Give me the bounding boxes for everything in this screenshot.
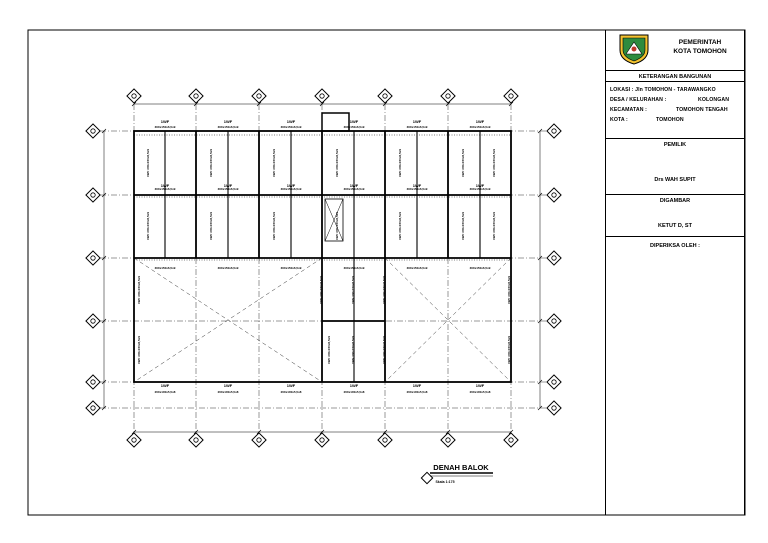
beam-spec-row3: 300x150x6,5x9 (280, 266, 302, 270)
axis-marker-bottom-hub (132, 438, 136, 442)
beam-label-top: 1WF (160, 119, 170, 124)
axis-marker-left-hub (91, 406, 95, 410)
axis-marker-bottom-hub (446, 438, 450, 442)
drawing-scale: Skala 1:175 (435, 480, 455, 484)
beam-label-vertical: 1WF 300x150x6,5x9 (137, 335, 141, 365)
beam-label-vertical: 1WF 300x150x6,5x9 (382, 335, 386, 365)
beam-spec-mid: 300x150x6,5x9 (406, 187, 428, 191)
beam-spec-top: 300x150x6,5x9 (406, 125, 428, 129)
beam-spec-top: 300x150x6,5x9 (154, 125, 176, 129)
drawing-title: DENAH BALOK (433, 463, 489, 472)
axis-marker-right-hub (552, 406, 556, 410)
axis-marker-top-hub (509, 94, 513, 98)
owner-section (606, 138, 744, 194)
beam-label-vertical: 1WF 300x150x6,5x9 (137, 275, 141, 305)
beam-spec-row3: 300x150x6,5x9 (406, 266, 428, 270)
city-emblem-logo (614, 32, 654, 66)
agency-line-2: KOTA TOMOHON (673, 48, 727, 55)
beam-label-top: 1WF (412, 119, 422, 124)
beam-spec-mid: 300x150x6,5x9 (343, 187, 365, 191)
owner-name: Drs WAH SUPIT (654, 177, 696, 183)
beam-spec-mid: 300x150x6,5x9 (469, 187, 491, 191)
beam-label-bottom: 1WF (160, 383, 170, 388)
building-info (606, 82, 744, 138)
beam-spec-top: 300x150x6,5x9 (469, 125, 491, 129)
axis-marker-right-hub (552, 319, 556, 323)
beam-label-bottom: 1WF (475, 383, 485, 388)
agency-line-1: PEMERINTAH (678, 39, 722, 46)
axis-marker-right-hub (552, 193, 556, 197)
axis-marker-bottom-hub (194, 438, 198, 442)
beam-spec-top: 300x150x6,5x9 (343, 125, 365, 129)
axis-marker-top-hub (446, 94, 450, 98)
beam-label-vertical: 1WF 300x150x6,5x9 (351, 335, 355, 365)
axis-marker-top-hub (257, 94, 261, 98)
beam-label-vertical: 1WF 300x150x6,5x9 (492, 148, 496, 178)
beam-label-vertical: 1WF 300x150x6,5x9 (507, 335, 511, 365)
beam-label-vertical: 1WF 300x150x6,5x9 (335, 211, 339, 241)
axis-marker-bottom-hub (257, 438, 261, 442)
district-label: KECAMATAN : (610, 107, 647, 113)
beam-label-vertical: 1WF 300x150x6,5x9 (398, 211, 402, 241)
beam-spec-bottom: 200x100x5,5x8 (406, 390, 428, 394)
beam-label-vertical: 1WF 300x150x6,5x9 (327, 335, 331, 365)
beam-label-mid: 1WF (223, 183, 233, 188)
checked-section (606, 236, 744, 515)
beam-spec-row3: 300x150x6,5x9 (469, 266, 491, 270)
beam-label-vertical: 1WF 300x150x6,5x9 (335, 148, 339, 178)
axis-marker-right-hub (552, 256, 556, 260)
beam-label-bottom: 1WF (286, 383, 296, 388)
beam-label-top: 1WF (223, 119, 233, 124)
beam-spec-top: 300x150x6,5x9 (217, 125, 239, 129)
beam-spec-bottom: 200x100x5,5x8 (154, 390, 176, 394)
drawn-header: DIGAMBAR (659, 198, 691, 204)
beam-label-vertical: 1WF 300x150x6,5x9 (507, 275, 511, 305)
axis-marker-top-hub (132, 94, 136, 98)
beam-label-vertical: 1WF 300x150x6,5x9 (351, 275, 355, 305)
axis-marker-left-hub (91, 319, 95, 323)
checked-header: DIPERIKSA OLEH : (650, 243, 700, 249)
beam-label-vertical: 1WF 300x150x6,5x9 (461, 148, 465, 178)
axis-marker-left-hub (91, 380, 95, 384)
beam-label-vertical: 1WF 300x150x6,5x9 (146, 211, 150, 241)
axis-marker-top-hub (383, 94, 387, 98)
axis-marker-left-hub (91, 193, 95, 197)
beam-spec-mid: 300x150x6,5x9 (280, 187, 302, 191)
beam-label-bottom: 1WF (223, 383, 233, 388)
title-block-header (606, 30, 744, 68)
beam-label-top: 1WF (286, 119, 296, 124)
agency-title (658, 38, 742, 56)
owner-header: PEMILIK (663, 142, 687, 148)
axis-marker-left-hub (91, 256, 95, 260)
beam-label-mid: 1WF (160, 183, 170, 188)
section-header: KETERANGAN BANGUNAN (606, 70, 744, 82)
axis-marker-bottom-hub (320, 438, 324, 442)
title-symbol (421, 472, 432, 483)
beam-spec-mid: 300x150x6,5x9 (217, 187, 239, 191)
beam-label-mid: 1WF (412, 183, 422, 188)
village-value: KOLONGAN (698, 97, 730, 103)
drawn-section (606, 194, 744, 236)
beam-spec-mid: 300x150x6,5x9 (154, 187, 176, 191)
axis-marker-left-hub (91, 129, 95, 133)
axis-marker-right-hub (552, 380, 556, 384)
beam-label-vertical: 1WF 300x150x6,5x9 (146, 148, 150, 178)
axis-marker-top-hub (320, 94, 324, 98)
district-value: TOMOHON TENGAH (676, 107, 728, 113)
drawn-name: KETUT D, ST (658, 223, 692, 229)
title-block (605, 30, 745, 515)
beam-label-vertical: 1WF 300x150x6,5x9 (209, 148, 213, 178)
beam-label-mid: 1WF (349, 183, 359, 188)
village-label: DESA / KELURAHAN : (610, 97, 667, 103)
beam-label-top: 1WF (349, 119, 359, 124)
beam-spec-bottom: 200x100x5,5x8 (343, 390, 365, 394)
beam-label-vertical: 1WF 300x150x6,5x9 (492, 211, 496, 241)
city-value: TOMOHON (656, 117, 684, 123)
beam-label-mid: 1WF (475, 183, 485, 188)
beam-label-vertical: 1WF 300x150x6,5x9 (398, 148, 402, 178)
city-label: KOTA : (610, 117, 628, 123)
beam-label-mid: 1WF (286, 183, 296, 188)
beam-spec-bottom: 200x100x5,5x8 (217, 390, 239, 394)
beam-spec-top: 300x150x6,5x9 (280, 125, 302, 129)
location-text: LOKASI : Jln TOMOHON - TARAWANGKO (610, 87, 716, 93)
axis-marker-bottom-hub (509, 438, 513, 442)
beam-label-vertical: 1WF 300x150x6,5x9 (272, 211, 276, 241)
axis-marker-right-hub (552, 129, 556, 133)
beam-spec-row3: 300x150x6,5x9 (154, 266, 176, 270)
beam-label-vertical: 1WF 300x150x6,5x9 (461, 211, 465, 241)
beam-spec-row3: 300x150x6,5x9 (343, 266, 365, 270)
beam-label-vertical: 1WF 300x150x6,5x9 (319, 275, 323, 305)
beam-label-bottom: 1WF (349, 383, 359, 388)
axis-marker-top-hub (194, 94, 198, 98)
beam-spec-bottom: 200x100x5,5x8 (469, 390, 491, 394)
beam-label-vertical: 1WF 300x150x6,5x9 (272, 148, 276, 178)
beam-spec-row3: 300x150x6,5x9 (217, 266, 239, 270)
beam-label-vertical: 1WF 300x150x6,5x9 (382, 275, 386, 305)
beam-label-vertical: 1WF 300x150x6,5x9 (209, 211, 213, 241)
beam-label-bottom: 1WF (412, 383, 422, 388)
axis-marker-bottom-hub (383, 438, 387, 442)
beam-spec-bottom: 200x100x5,5x8 (280, 390, 302, 394)
beam-label-top: 1WF (475, 119, 485, 124)
